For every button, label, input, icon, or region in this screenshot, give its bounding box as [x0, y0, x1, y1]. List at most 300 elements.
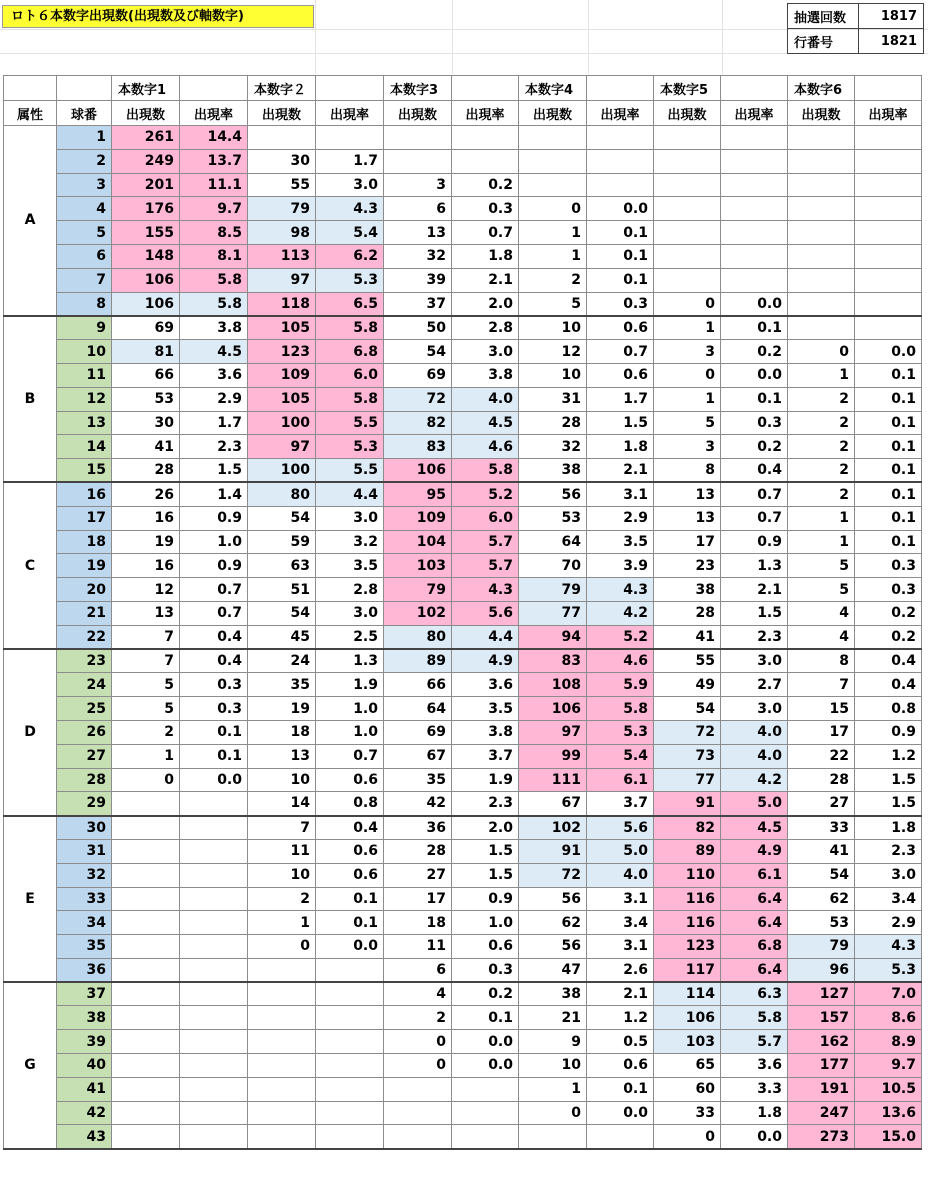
ball-number-cell[interactable]: 37 — [57, 982, 112, 1006]
rate-cell[interactable]: 2.9 — [855, 911, 922, 935]
rate-cell[interactable]: 1.5 — [855, 792, 922, 816]
ball-number-cell[interactable]: 31 — [57, 839, 112, 863]
count-cell[interactable]: 32 — [384, 244, 452, 268]
count-cell[interactable]: 72 — [519, 863, 587, 887]
rate-cell[interactable]: 5.0 — [587, 839, 654, 863]
count-cell[interactable]: 273 — [788, 1125, 855, 1149]
rate-cell[interactable]: 9.7 — [180, 197, 248, 221]
rate-cell[interactable]: 13.6 — [855, 1101, 922, 1125]
rate-cell[interactable]: 0.9 — [180, 506, 248, 530]
rate-cell[interactable]: 5.9 — [587, 673, 654, 697]
ball-number-cell[interactable]: 6 — [57, 244, 112, 268]
rate-cell[interactable] — [855, 244, 922, 268]
rate-cell[interactable]: 8.5 — [180, 221, 248, 245]
count-cell[interactable]: 70 — [519, 554, 587, 578]
ball-number-cell[interactable]: 36 — [57, 958, 112, 982]
rate-cell[interactable]: 5.7 — [452, 554, 519, 578]
count-cell[interactable]: 5 — [112, 697, 180, 721]
count-cell[interactable] — [788, 221, 855, 245]
attribute-cell[interactable]: E — [4, 816, 57, 983]
rate-cell[interactable]: 0.6 — [316, 839, 384, 863]
count-cell[interactable] — [654, 126, 721, 150]
rate-header[interactable]: 出現率 — [180, 101, 248, 126]
rate-cell[interactable]: 6.8 — [316, 340, 384, 364]
count-cell[interactable] — [112, 1125, 180, 1149]
rate-cell[interactable]: 4.0 — [721, 720, 788, 744]
count-cell[interactable]: 11 — [384, 935, 452, 959]
rate-cell[interactable]: 1.8 — [721, 1101, 788, 1125]
count-cell[interactable]: 176 — [112, 197, 180, 221]
rate-cell[interactable]: 0.1 — [587, 1077, 654, 1101]
rate-cell[interactable]: 0.9 — [452, 887, 519, 911]
count-cell[interactable]: 81 — [112, 340, 180, 364]
count-cell[interactable]: 28 — [384, 839, 452, 863]
ball-number-cell[interactable]: 29 — [57, 792, 112, 816]
empty-cell[interactable] — [452, 76, 519, 101]
rate-cell[interactable] — [855, 149, 922, 173]
rate-cell[interactable]: 1.9 — [316, 673, 384, 697]
count-cell[interactable]: 9 — [519, 1030, 587, 1054]
ball-number-cell[interactable]: 38 — [57, 1006, 112, 1030]
rate-cell[interactable]: 3.6 — [721, 1054, 788, 1078]
count-cell[interactable]: 56 — [519, 482, 587, 506]
rate-cell[interactable]: 5.3 — [316, 435, 384, 459]
count-cell[interactable] — [519, 149, 587, 173]
rate-cell[interactable]: 5.8 — [316, 387, 384, 411]
rate-cell[interactable]: 3.0 — [721, 697, 788, 721]
rate-header[interactable]: 出現率 — [855, 101, 922, 126]
rate-cell[interactable]: 1.0 — [316, 697, 384, 721]
count-cell[interactable] — [112, 839, 180, 863]
count-cell[interactable]: 1 — [654, 316, 721, 340]
rate-cell[interactable]: 2.3 — [452, 792, 519, 816]
rate-cell[interactable] — [452, 1101, 519, 1125]
count-cell[interactable]: 6 — [384, 958, 452, 982]
rate-cell[interactable]: 0.0 — [316, 935, 384, 959]
ball-header[interactable]: 球番 — [57, 101, 112, 126]
rate-cell[interactable]: 6.5 — [316, 292, 384, 316]
ball-number-cell[interactable]: 27 — [57, 744, 112, 768]
count-cell[interactable] — [112, 911, 180, 935]
rate-cell[interactable]: 6.3 — [721, 982, 788, 1006]
rate-cell[interactable]: 0.1 — [316, 887, 384, 911]
count-cell[interactable]: 24 — [248, 649, 316, 673]
count-cell[interactable]: 123 — [248, 340, 316, 364]
rate-cell[interactable]: 3.6 — [180, 363, 248, 387]
rate-cell[interactable] — [452, 149, 519, 173]
count-cell[interactable]: 103 — [384, 554, 452, 578]
count-cell[interactable] — [788, 292, 855, 316]
count-cell[interactable]: 30 — [112, 411, 180, 435]
rate-cell[interactable]: 1.0 — [452, 911, 519, 935]
count-cell[interactable]: 5 — [519, 292, 587, 316]
rate-cell[interactable]: 0.2 — [855, 625, 922, 649]
count-cell[interactable] — [788, 173, 855, 197]
rate-cell[interactable]: 0.4 — [855, 649, 922, 673]
rate-cell[interactable]: 6.8 — [721, 935, 788, 959]
attr-header[interactable]: 属性 — [4, 101, 57, 126]
rate-cell[interactable]: 2.1 — [452, 268, 519, 292]
ball-number-cell[interactable]: 11 — [57, 363, 112, 387]
count-cell[interactable]: 2 — [788, 459, 855, 483]
rate-cell[interactable]: 4.6 — [452, 435, 519, 459]
count-cell[interactable]: 79 — [248, 197, 316, 221]
count-cell[interactable]: 55 — [248, 173, 316, 197]
rate-cell[interactable]: 3.1 — [587, 887, 654, 911]
count-header[interactable]: 出現数 — [112, 101, 180, 126]
ball-number-cell[interactable]: 32 — [57, 863, 112, 887]
count-cell[interactable]: 45 — [248, 625, 316, 649]
draw-count-label[interactable]: 抽選回数 — [788, 4, 859, 29]
count-cell[interactable]: 83 — [519, 649, 587, 673]
rate-cell[interactable]: 0.9 — [721, 530, 788, 554]
count-cell[interactable]: 42 — [384, 792, 452, 816]
rate-cell[interactable]: 1.4 — [180, 482, 248, 506]
count-cell[interactable]: 157 — [788, 1006, 855, 1030]
count-cell[interactable]: 0 — [654, 292, 721, 316]
count-cell[interactable] — [112, 982, 180, 1006]
count-cell[interactable]: 3 — [384, 173, 452, 197]
rate-cell[interactable]: 0.4 — [180, 625, 248, 649]
rate-cell[interactable]: 0.4 — [721, 459, 788, 483]
rate-cell[interactable]: 3.0 — [316, 506, 384, 530]
ball-number-cell[interactable]: 8 — [57, 292, 112, 316]
ball-number-cell[interactable]: 28 — [57, 768, 112, 792]
count-cell[interactable]: 12 — [112, 578, 180, 602]
rate-cell[interactable]: 0.6 — [316, 768, 384, 792]
ball-number-cell[interactable]: 10 — [57, 340, 112, 364]
count-cell[interactable]: 53 — [112, 387, 180, 411]
count-cell[interactable]: 114 — [654, 982, 721, 1006]
count-cell[interactable]: 249 — [112, 149, 180, 173]
rate-cell[interactable] — [587, 1125, 654, 1149]
count-cell[interactable] — [384, 1101, 452, 1125]
count-cell[interactable]: 162 — [788, 1030, 855, 1054]
rate-cell[interactable]: 0.7 — [587, 340, 654, 364]
rate-cell[interactable]: 5.0 — [721, 792, 788, 816]
count-cell[interactable] — [248, 1077, 316, 1101]
count-cell[interactable]: 51 — [248, 578, 316, 602]
count-cell[interactable]: 2 — [788, 411, 855, 435]
rate-cell[interactable]: 3.1 — [587, 482, 654, 506]
count-cell[interactable]: 1 — [654, 387, 721, 411]
rate-cell[interactable]: 3.1 — [587, 935, 654, 959]
rate-cell[interactable]: 0.0 — [452, 1030, 519, 1054]
rate-cell[interactable] — [180, 863, 248, 887]
count-cell[interactable]: 7 — [112, 649, 180, 673]
count-cell[interactable]: 89 — [384, 649, 452, 673]
rate-cell[interactable] — [180, 887, 248, 911]
count-cell[interactable]: 191 — [788, 1077, 855, 1101]
rate-cell[interactable]: 5.3 — [587, 720, 654, 744]
rate-cell[interactable]: 0.2 — [721, 340, 788, 364]
count-cell[interactable]: 41 — [654, 625, 721, 649]
rate-cell[interactable]: 3.0 — [855, 863, 922, 887]
rate-cell[interactable]: 5.8 — [721, 1006, 788, 1030]
count-cell[interactable]: 17 — [654, 530, 721, 554]
rate-cell[interactable] — [316, 1030, 384, 1054]
rate-cell[interactable]: 5.7 — [721, 1030, 788, 1054]
rate-cell[interactable]: 5.3 — [855, 958, 922, 982]
rate-cell[interactable]: 3.7 — [452, 744, 519, 768]
count-cell[interactable] — [654, 197, 721, 221]
count-cell[interactable]: 66 — [384, 673, 452, 697]
rate-cell[interactable]: 6.4 — [721, 958, 788, 982]
rate-cell[interactable]: 0.1 — [855, 387, 922, 411]
rate-cell[interactable]: 0.3 — [855, 554, 922, 578]
empty-cell[interactable] — [180, 76, 248, 101]
count-cell[interactable] — [788, 126, 855, 150]
count-cell[interactable]: 4 — [788, 625, 855, 649]
count-header[interactable]: 出現数 — [248, 101, 316, 126]
rate-cell[interactable]: 0.2 — [855, 601, 922, 625]
count-cell[interactable] — [248, 126, 316, 150]
count-cell[interactable]: 21 — [519, 1006, 587, 1030]
rate-cell[interactable] — [721, 244, 788, 268]
count-cell[interactable] — [248, 1030, 316, 1054]
count-cell[interactable]: 35 — [384, 768, 452, 792]
count-cell[interactable]: 113 — [248, 244, 316, 268]
ball-number-cell[interactable]: 9 — [57, 316, 112, 340]
rate-cell[interactable]: 5.2 — [587, 625, 654, 649]
count-cell[interactable]: 0 — [384, 1030, 452, 1054]
rate-cell[interactable]: 1.0 — [180, 530, 248, 554]
count-cell[interactable]: 91 — [519, 839, 587, 863]
rate-cell[interactable] — [180, 911, 248, 935]
rate-cell[interactable]: 0.4 — [855, 673, 922, 697]
rate-cell[interactable] — [316, 1006, 384, 1030]
attribute-cell[interactable]: B — [4, 316, 57, 483]
rate-cell[interactable]: 3.5 — [587, 530, 654, 554]
count-cell[interactable]: 7 — [112, 625, 180, 649]
count-cell[interactable]: 72 — [654, 720, 721, 744]
count-cell[interactable]: 97 — [248, 435, 316, 459]
rate-cell[interactable]: 0.1 — [587, 244, 654, 268]
count-cell[interactable]: 13 — [384, 221, 452, 245]
rate-cell[interactable] — [180, 1054, 248, 1078]
rate-cell[interactable]: 10.5 — [855, 1077, 922, 1101]
count-cell[interactable]: 41 — [788, 839, 855, 863]
count-header[interactable]: 出現数 — [384, 101, 452, 126]
rate-cell[interactable]: 3.3 — [721, 1077, 788, 1101]
ball-number-cell[interactable]: 17 — [57, 506, 112, 530]
count-cell[interactable]: 106 — [112, 268, 180, 292]
count-cell[interactable]: 35 — [248, 673, 316, 697]
count-cell[interactable]: 50 — [384, 316, 452, 340]
rate-cell[interactable]: 3.8 — [452, 363, 519, 387]
rate-cell[interactable] — [855, 197, 922, 221]
count-cell[interactable] — [112, 816, 180, 840]
rate-cell[interactable]: 0.7 — [721, 506, 788, 530]
count-cell[interactable]: 53 — [788, 911, 855, 935]
count-cell[interactable]: 0 — [788, 340, 855, 364]
rate-cell[interactable]: 0.1 — [180, 720, 248, 744]
rate-cell[interactable] — [855, 292, 922, 316]
rate-cell[interactable]: 0.7 — [452, 221, 519, 245]
rate-cell[interactable]: 1.8 — [587, 435, 654, 459]
rate-cell[interactable] — [180, 839, 248, 863]
rate-cell[interactable]: 0.1 — [855, 506, 922, 530]
rate-cell[interactable]: 14.4 — [180, 126, 248, 150]
attribute-cell[interactable]: A — [4, 126, 57, 316]
rate-cell[interactable] — [721, 173, 788, 197]
rate-cell[interactable]: 8.9 — [855, 1030, 922, 1054]
rate-header[interactable]: 出現率 — [587, 101, 654, 126]
rate-cell[interactable] — [452, 1125, 519, 1149]
count-cell[interactable]: 104 — [384, 530, 452, 554]
count-cell[interactable]: 97 — [248, 268, 316, 292]
count-cell[interactable]: 49 — [654, 673, 721, 697]
rate-cell[interactable]: 4.5 — [721, 816, 788, 840]
count-cell[interactable]: 1 — [788, 363, 855, 387]
count-cell[interactable]: 116 — [654, 887, 721, 911]
count-cell[interactable]: 67 — [384, 744, 452, 768]
count-cell[interactable]: 60 — [654, 1077, 721, 1101]
count-cell[interactable] — [248, 1054, 316, 1078]
rate-cell[interactable]: 0.0 — [587, 197, 654, 221]
count-cell[interactable]: 54 — [384, 340, 452, 364]
ball-number-cell[interactable]: 35 — [57, 935, 112, 959]
rate-cell[interactable] — [316, 126, 384, 150]
rate-cell[interactable]: 1.0 — [316, 720, 384, 744]
count-cell[interactable]: 109 — [384, 506, 452, 530]
rate-header[interactable]: 出現率 — [316, 101, 384, 126]
count-cell[interactable]: 111 — [519, 768, 587, 792]
count-cell[interactable]: 67 — [519, 792, 587, 816]
empty-cell[interactable] — [4, 76, 57, 101]
count-cell[interactable]: 19 — [112, 530, 180, 554]
count-cell[interactable]: 80 — [248, 482, 316, 506]
rate-cell[interactable]: 4.5 — [452, 411, 519, 435]
empty-cell[interactable] — [587, 76, 654, 101]
count-cell[interactable]: 4 — [384, 982, 452, 1006]
rate-cell[interactable]: 7.0 — [855, 982, 922, 1006]
count-cell[interactable]: 247 — [788, 1101, 855, 1125]
count-cell[interactable]: 33 — [654, 1101, 721, 1125]
count-cell[interactable]: 55 — [654, 649, 721, 673]
rate-cell[interactable]: 6.1 — [721, 863, 788, 887]
attribute-cell[interactable]: D — [4, 649, 57, 816]
rate-cell[interactable]: 1.2 — [587, 1006, 654, 1030]
rate-cell[interactable] — [721, 268, 788, 292]
rate-cell[interactable]: 6.0 — [452, 506, 519, 530]
rate-cell[interactable]: 4.5 — [180, 340, 248, 364]
rate-cell[interactable]: 0.8 — [855, 697, 922, 721]
rate-cell[interactable]: 4.2 — [721, 768, 788, 792]
rate-cell[interactable]: 0.9 — [855, 720, 922, 744]
rate-cell[interactable]: 3.0 — [316, 173, 384, 197]
rate-cell[interactable]: 4.4 — [452, 625, 519, 649]
count-cell[interactable] — [654, 149, 721, 173]
rate-cell[interactable] — [855, 316, 922, 340]
rate-cell[interactable]: 1.5 — [855, 768, 922, 792]
rate-cell[interactable]: 3.0 — [721, 649, 788, 673]
count-cell[interactable]: 0 — [248, 935, 316, 959]
rate-cell[interactable]: 0.2 — [452, 982, 519, 1006]
rate-cell[interactable]: 15.0 — [855, 1125, 922, 1149]
ball-number-cell[interactable]: 39 — [57, 1030, 112, 1054]
rate-cell[interactable]: 1.5 — [452, 863, 519, 887]
rate-cell[interactable]: 0.1 — [855, 411, 922, 435]
count-cell[interactable]: 1 — [248, 911, 316, 935]
count-cell[interactable]: 8 — [654, 459, 721, 483]
count-cell[interactable] — [384, 1125, 452, 1149]
rate-cell[interactable]: 2.3 — [855, 839, 922, 863]
count-cell[interactable]: 96 — [788, 958, 855, 982]
count-cell[interactable]: 102 — [384, 601, 452, 625]
count-cell[interactable]: 10 — [519, 363, 587, 387]
count-cell[interactable] — [112, 1101, 180, 1125]
count-cell[interactable]: 8 — [788, 649, 855, 673]
rate-cell[interactable] — [316, 982, 384, 1006]
count-cell[interactable]: 97 — [519, 720, 587, 744]
rate-cell[interactable]: 1.5 — [452, 839, 519, 863]
count-cell[interactable] — [112, 887, 180, 911]
rate-cell[interactable] — [855, 126, 922, 150]
count-cell[interactable]: 11 — [248, 839, 316, 863]
rate-cell[interactable]: 0.1 — [855, 363, 922, 387]
rate-cell[interactable]: 4.4 — [316, 482, 384, 506]
count-cell[interactable]: 10 — [519, 1054, 587, 1078]
count-cell[interactable]: 0 — [654, 363, 721, 387]
count-cell[interactable] — [519, 126, 587, 150]
count-cell[interactable]: 63 — [248, 554, 316, 578]
rate-cell[interactable]: 0.3 — [180, 697, 248, 721]
count-cell[interactable]: 65 — [654, 1054, 721, 1078]
empty-cell[interactable] — [721, 76, 788, 101]
count-cell[interactable] — [248, 958, 316, 982]
rate-cell[interactable]: 2.6 — [587, 958, 654, 982]
ball-number-cell[interactable]: 21 — [57, 601, 112, 625]
count-cell[interactable]: 39 — [384, 268, 452, 292]
rate-cell[interactable]: 0.1 — [316, 911, 384, 935]
rate-cell[interactable]: 4.3 — [587, 578, 654, 602]
rate-cell[interactable]: 3.0 — [316, 601, 384, 625]
count-cell[interactable]: 123 — [654, 935, 721, 959]
count-cell[interactable] — [248, 1101, 316, 1125]
rate-cell[interactable]: 4.0 — [587, 863, 654, 887]
rate-cell[interactable]: 5.2 — [452, 482, 519, 506]
empty-cell[interactable] — [855, 76, 922, 101]
count-cell[interactable] — [788, 244, 855, 268]
count-cell[interactable]: 26 — [112, 482, 180, 506]
count-cell[interactable]: 72 — [384, 387, 452, 411]
rate-cell[interactable]: 5.6 — [452, 601, 519, 625]
rate-cell[interactable]: 0.0 — [721, 363, 788, 387]
ball-number-cell[interactable]: 41 — [57, 1077, 112, 1101]
count-cell[interactable]: 19 — [248, 697, 316, 721]
count-header[interactable]: 出現数 — [519, 101, 587, 126]
rate-cell[interactable]: 5.4 — [316, 221, 384, 245]
rate-cell[interactable]: 3.8 — [452, 720, 519, 744]
rate-cell[interactable]: 0.1 — [587, 268, 654, 292]
count-cell[interactable]: 17 — [788, 720, 855, 744]
ball-number-cell[interactable]: 15 — [57, 459, 112, 483]
count-cell[interactable]: 56 — [519, 935, 587, 959]
rate-cell[interactable]: 4.3 — [855, 935, 922, 959]
rate-cell[interactable]: 0.1 — [180, 744, 248, 768]
rate-cell[interactable]: 1.5 — [721, 601, 788, 625]
ball-number-cell[interactable]: 16 — [57, 482, 112, 506]
rate-cell[interactable]: 5.5 — [316, 411, 384, 435]
rate-cell[interactable]: 2.7 — [721, 673, 788, 697]
rate-cell[interactable]: 11.1 — [180, 173, 248, 197]
rate-cell[interactable]: 0.4 — [180, 649, 248, 673]
count-cell[interactable]: 28 — [519, 411, 587, 435]
ball-number-cell[interactable]: 23 — [57, 649, 112, 673]
count-cell[interactable]: 15 — [788, 697, 855, 721]
count-cell[interactable]: 38 — [654, 578, 721, 602]
